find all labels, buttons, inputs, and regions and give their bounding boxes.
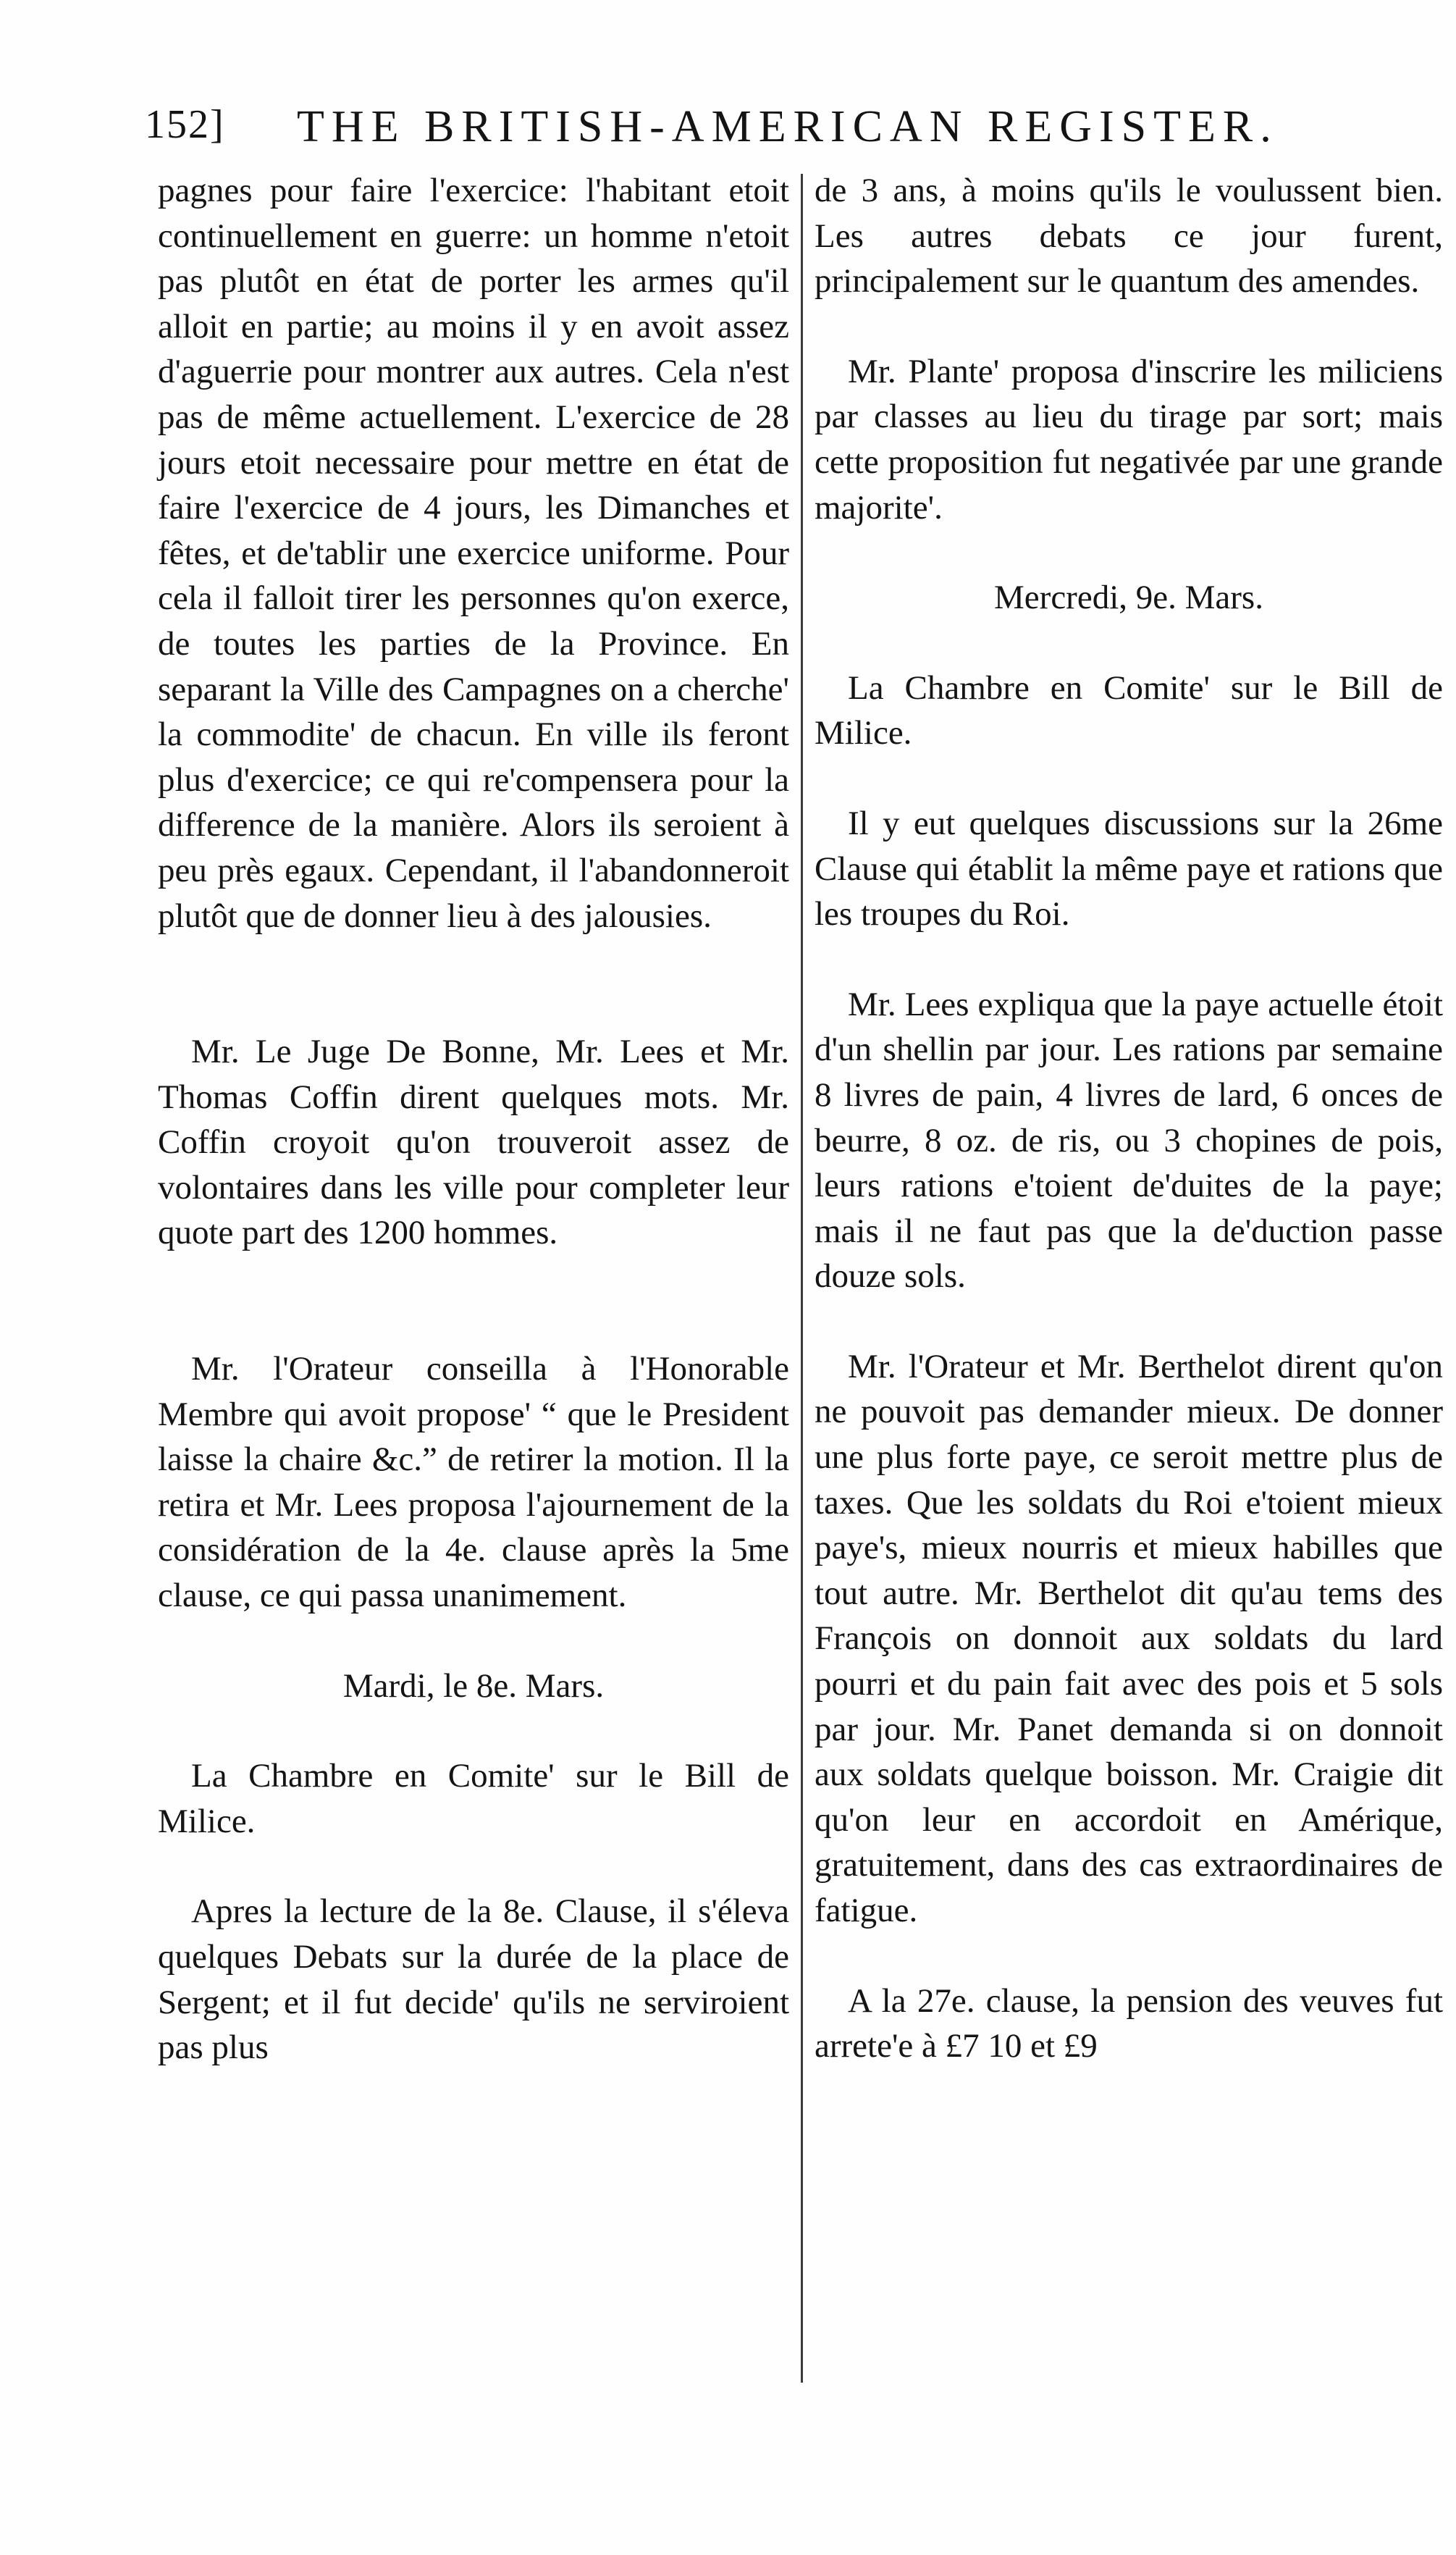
- left-paragraph-1: pagnes pour faire l'exercice: l'habitant etoit continuellement en guerre: un homme n'etoit pas plutôt en état de porter les armes qu'il alloit en partie; au moins il y en avoit assez d'aguerrie pour montrer aux autres. Cela n'est pas de même actuellement. L'exercice de 28 jours etoit necessaire pour mettre en état de faire l'exercice de 4 jours, les Dimanches et fêtes, et de'tablir une exercice uniforme. Pour cela il falloit tirer les personnes qu'on exerce, de toutes les parties de la Province. En separant la Ville des Campagnes on a cherche' la commodite' de chacun. En ville ils feront plus d'exercice; ce qui re'compensera pour la difference de la manière. Alors ils seroient à peu près egaux. Cependant, il l'abandonneroit plutôt que de donner lieu à des jalousies.: [158, 172, 789, 935]
- page-header: [145, 101, 1303, 167]
- left-paragraph-3: Mr. l'Orateur conseilla à l'Honorable Membre qui avoit propose' “ que le President laisse la chaire &c.” de retirer la motion. Il la retira et Mr. Lees proposa l'ajournement de la considération de la 4e. clause après la 5me clause, ce qui passa unanimement.: [158, 1350, 789, 1615]
- right-column: [815, 168, 1443, 2069]
- right-paragraph-5: Mr. Lees expliqua que la paye actuelle étoit d'un shellin par jour. Les rations par semaine 8 livres de pain, 4 livres de lard, 6 onces de beurre, 8 oz. de ris, ou 3 chopines de pois, leurs rations e'toient de'duites de la paye; mais il ne faut pas que la de'duction passe douze sols.: [815, 985, 1443, 1296]
- paragraph-gap: [158, 1256, 789, 1346]
- paragraph-gap: [815, 530, 1443, 575]
- paragraph-gap: [815, 1934, 1443, 1979]
- paragraph-gap: [815, 1299, 1443, 1344]
- page-number: 152]: [145, 102, 225, 147]
- date-heading-mardi: Mardi, le 8e. Mars.: [342, 1666, 605, 1705]
- paragraph-gap: [815, 304, 1443, 349]
- right-paragraph-7: A la 27e. clause, la pension des veuves fut arrete'e à £7 10 et £9: [815, 1981, 1443, 2065]
- right-paragraph-6: Mr. l'Orateur et Mr. Berthelot dirent qu'on ne pouvoit pas demander mieux. De donner une plus forte paye, ce seroit mettre plus de taxes. Que les soldats du Roi e'toient mieux paye's, mieux nourris et mieux habilles que tout autre. Mr. Berthelot dit qu'au tems des François on donnoit aux soldats du lard pourri et du pain fait avec des pois et 5 sols par jour. Mr. Panet demanda si on donnoit aux soldats quelque boisson. Mr. Craigie dit qu'on leur en accordoit en Amérique, gratuitement, dans des cas extraordinaires de fatigue.: [815, 1347, 1443, 1929]
- right-paragraph-4: Il y eut quelques discussions sur la 26me Clause qui établit la même paye et rations que les troupes du Roi.: [815, 804, 1443, 934]
- right-paragraph-1: de 3 ans, à moins qu'ils le voulussent bien. Les autres debats ce jour furent, principalement sur le quantum des amendes.: [815, 172, 1443, 301]
- right-paragraph-3: La Chambre en Comite' sur le Bill de Milice.: [815, 668, 1443, 752]
- paragraph-gap: [815, 621, 1443, 666]
- paragraph-gap: [158, 1844, 789, 1889]
- left-column: [158, 168, 789, 2071]
- left-paragraph-5: Apres la lecture de la 8e. Clause, il s'éleva quelques Debats sur la durée de la place de Sergent; et il fut decide' qu'ils ne serviroient pas plus: [158, 1892, 789, 2067]
- running-head: THE BRITISH-AMERICAN REGISTER.: [297, 102, 1279, 151]
- date-heading-mercredi: Mercredi, 9e. Mars.: [994, 579, 1263, 617]
- paragraph-gap: [158, 939, 789, 1029]
- right-paragraph-2: Mr. Plante' proposa d'inscrire les miliciens par classes au lieu du tirage par sort; mais cette proposition fut negativée par une grande majorite'.: [815, 352, 1443, 526]
- paragraph-gap: [815, 937, 1443, 982]
- paragraph-gap: [158, 1708, 789, 1753]
- paragraph-gap: [158, 1619, 789, 1664]
- column-divider: [801, 174, 803, 2383]
- left-paragraph-2: Mr. Le Juge De Bonne, Mr. Lees et Mr. Thomas Coffin dirent quelques mots. Mr. Coffin croyoit qu'on trouveroit assez de volontaires dans les ville pour completer leur quote part des 1200 hommes.: [158, 1033, 789, 1252]
- paragraph-gap: [815, 756, 1443, 801]
- left-paragraph-4: La Chambre en Comite' sur le Bill de Milice.: [158, 1757, 789, 1840]
